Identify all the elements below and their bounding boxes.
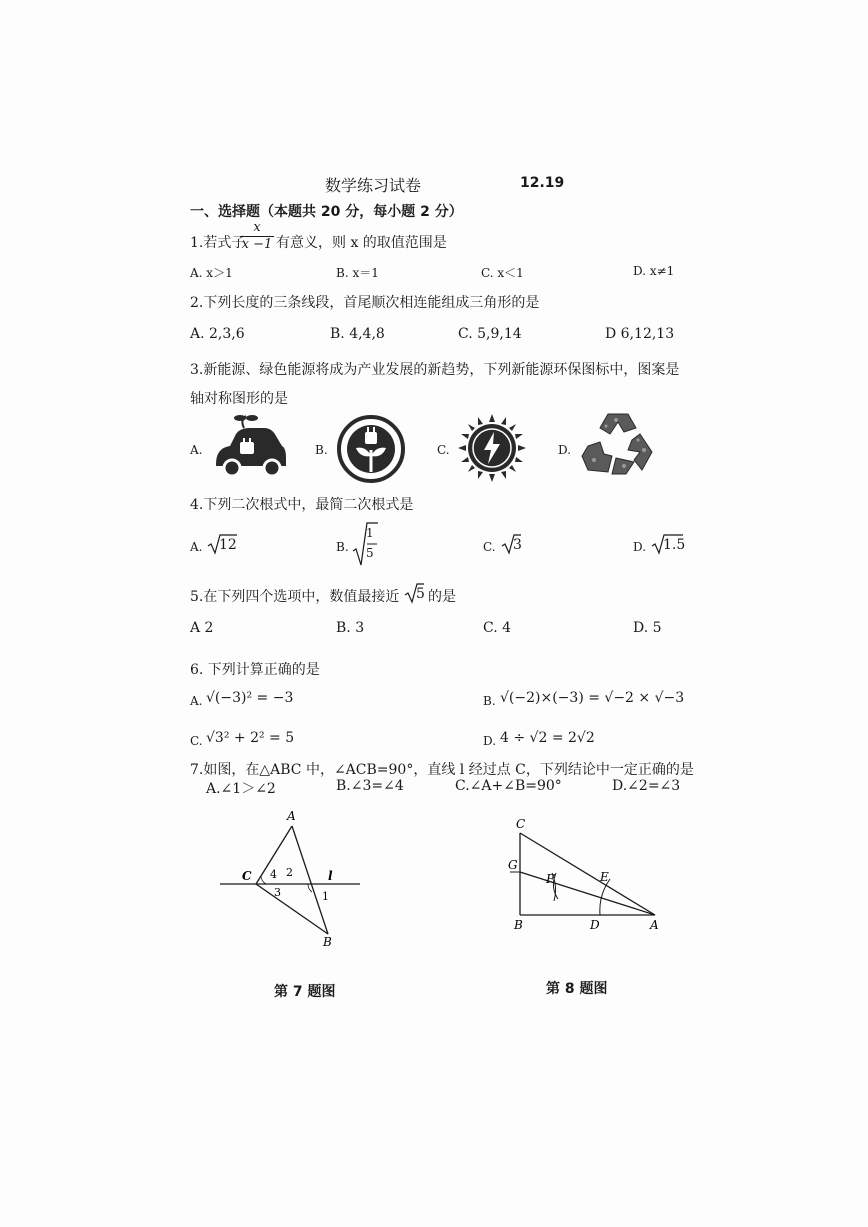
side-ca — [520, 833, 655, 915]
q4-frac-num: 1 — [366, 526, 374, 540]
label-b: B — [323, 935, 332, 949]
q5-option-c[interactable]: C. 4 — [483, 620, 512, 636]
q4-option-a-label[interactable]: A. — [190, 540, 203, 554]
q5-option-a[interactable]: A 2 — [190, 620, 214, 636]
q2-option-a[interactable]: A. 2,3,6 — [190, 326, 245, 342]
label-g: G — [508, 858, 518, 872]
q1-option-a[interactable]: A. x＞1 — [190, 266, 233, 280]
q4-option-d-radicand: 1.5 — [663, 537, 686, 553]
q2-stem: 2.下列长度的三条线段，首尾顺次相连能组成三角形的是 — [190, 295, 540, 311]
q4-frac-den: 5 — [366, 546, 374, 560]
q1-frac-den: x −1 — [241, 237, 273, 252]
label-2: 2 — [286, 866, 293, 879]
q5-stem-suffix: 的是 — [428, 589, 456, 605]
label-a: A — [650, 918, 659, 932]
q1-option-c[interactable]: C. x＜1 — [481, 266, 524, 280]
sun-lightning-icon[interactable] — [456, 412, 528, 484]
q4-option-c-label[interactable]: C. — [483, 540, 496, 554]
label-l: l — [328, 869, 333, 883]
q7-option-b[interactable]: B.∠3=∠4 — [336, 778, 404, 794]
exam-title: 数学练习试卷 — [325, 176, 422, 195]
exam-date: 12.19 — [520, 175, 565, 191]
side-ab — [292, 826, 328, 934]
q4-option-d-label[interactable]: D. — [633, 540, 647, 554]
eco-car-icon[interactable] — [210, 412, 290, 482]
section-heading: 一、选择题（本题共 20 分，每小题 2 分） — [190, 204, 463, 220]
q5-radicand: 5 — [416, 586, 425, 602]
q1-suffix: 有意义，则 x 的取值范围是 — [276, 235, 447, 251]
q4-option-b-label[interactable]: B. — [336, 540, 349, 554]
q2-option-d[interactable]: D 6,12,13 — [605, 326, 675, 342]
label-4: 4 — [270, 868, 277, 881]
q4-option-c-radicand: 3 — [513, 537, 522, 553]
label-a: A — [287, 810, 296, 823]
label-c: C — [516, 817, 526, 831]
q6-option-a-label[interactable]: A. — [190, 694, 203, 708]
label-1: 1 — [322, 890, 329, 903]
figure-8 — [500, 815, 670, 940]
q3-option-a-label[interactable]: A. — [190, 443, 203, 457]
q3-option-c-label[interactable]: C. — [437, 443, 450, 457]
q7-stem: 7.如图，在△ABC 中，∠ACB=90°，直线 l 经过点 C，下列结论中一定正确的是 — [190, 762, 694, 778]
label-f: F — [546, 872, 555, 886]
q1-option-b[interactable]: B. x＝1 — [336, 266, 379, 280]
q1-option-d[interactable]: D. x≠1 — [633, 264, 675, 278]
label-c: C — [242, 869, 252, 883]
q5-stem-prefix: 5.在下列四个选项中，数值最接近 — [190, 589, 400, 605]
q6-option-a-expr: √(−3)² = −3 — [206, 690, 294, 706]
sqrt-symbol — [352, 521, 378, 567]
q5-option-d[interactable]: D. 5 — [633, 620, 662, 636]
q1-frac-num: x — [240, 220, 274, 237]
figure-7 — [210, 810, 380, 955]
label-d: D — [590, 918, 600, 932]
q3-option-d-label[interactable]: D. — [558, 443, 572, 457]
q5-option-b[interactable]: B. 3 — [336, 620, 365, 636]
q6-option-c-label[interactable]: C. — [190, 734, 203, 748]
q2-option-b[interactable]: B. 4,4,8 — [330, 326, 385, 342]
label-b: B — [514, 918, 523, 932]
q3-option-b-label[interactable]: B. — [315, 443, 328, 457]
q7-option-d[interactable]: D.∠2=∠3 — [612, 778, 681, 794]
q6-option-d-expr: 4 ÷ √2 = 2√2 — [500, 730, 595, 746]
side-cb — [256, 884, 328, 934]
q7-option-a[interactable]: A.∠1＞∠2 — [206, 781, 276, 797]
label-e: E — [600, 870, 609, 884]
figure-7-caption: 第 7 题图 — [274, 984, 336, 1000]
q4-option-a-radicand: 12 — [219, 537, 237, 553]
q4-stem: 4.下列二次根式中，最简二次根式是 — [190, 497, 414, 513]
segment-ga — [520, 872, 655, 915]
q6-stem: 6. 下列计算正确的是 — [190, 662, 320, 678]
q6-option-b-label[interactable]: B. — [483, 694, 496, 708]
q1-fraction — [240, 220, 274, 253]
figure-8-caption: 第 8 题图 — [546, 981, 608, 997]
label-3: 3 — [274, 886, 281, 899]
q6-option-d-label[interactable]: D. — [483, 734, 497, 748]
q3-stem-line1: 3.新能源、绿色能源将成为产业发展的新趋势，下列新能源环保图标中，图案是 — [190, 362, 680, 378]
q6-option-c-expr: √3² + 2² = 5 — [206, 730, 295, 746]
recycle-icon[interactable] — [578, 410, 658, 480]
q7-option-c[interactable]: C.∠A+∠B=90° — [455, 778, 562, 794]
plug-sprout-icon[interactable] — [336, 414, 406, 484]
q2-option-c[interactable]: C. 5,9,14 — [458, 326, 522, 342]
q3-stem-line2: 轴对称图形的是 — [190, 391, 288, 407]
q1-prefix: 1.若式子 — [190, 235, 246, 251]
q6-option-b-expr: √(−2)×(−3) = √−2 × √−3 — [500, 690, 685, 706]
